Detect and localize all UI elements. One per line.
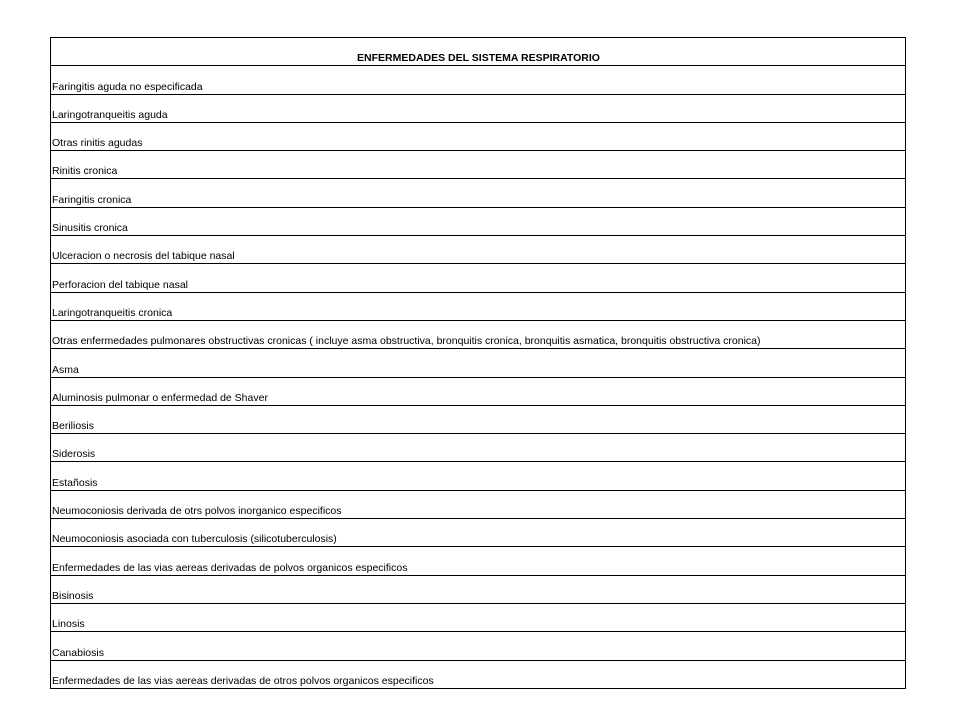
table-cell[interactable]: Laringotranqueitis aguda [51, 94, 906, 122]
table-row [51, 603, 906, 631]
table-row [51, 349, 906, 377]
table-row [51, 236, 906, 264]
table-cell[interactable]: Aluminosis pulmonar o enfermedad de Shaver [51, 377, 906, 405]
table-cell[interactable]: Linosis [51, 603, 906, 631]
table-cell[interactable]: Enfermedades de las vias aereas derivadas de otros polvos organicos especificos [51, 660, 906, 688]
table-row [51, 490, 906, 518]
header-row [51, 38, 906, 66]
table-row [51, 575, 906, 603]
table-cell[interactable]: Neumoconiosis derivada de otrs polvos inorganico especificos [51, 490, 906, 518]
table-row [51, 660, 906, 688]
table-cell[interactable]: Perforacion del tabique nasal [51, 264, 906, 292]
table-cell[interactable]: Ulceracion o necrosis del tabique nasal [51, 236, 906, 264]
table-row [51, 179, 906, 207]
table-cell[interactable]: Otras rinitis agudas [51, 122, 906, 150]
table-row [51, 94, 906, 122]
table-cell[interactable]: Neumoconiosis asociada con tuberculosis (silicotuberculosis) [51, 519, 906, 547]
table-row [51, 462, 906, 490]
table-cell[interactable]: Bisinosis [51, 575, 906, 603]
table-cell[interactable]: Estañosis [51, 462, 906, 490]
table-header-cell[interactable]: ENFERMEDADES DEL SISTEMA RESPIRATORIO [51, 38, 906, 66]
table-row [51, 547, 906, 575]
table-cell[interactable]: Faringitis aguda no especificada [51, 66, 906, 94]
table-cell[interactable]: Otras enfermedades pulmonares obstructivas cronicas ( incluye asma obstructiva, bronquitis cronica, bronquitis asmatica, bronquitis obstructiva cronica) [51, 320, 906, 348]
table-row [51, 292, 906, 320]
table-row [51, 434, 906, 462]
table-cell[interactable]: Rinitis cronica [51, 151, 906, 179]
table-row [51, 320, 906, 348]
table-cell[interactable]: Enfermedades de las vias aereas derivadas de polvos organicos especificos [51, 547, 906, 575]
table-cell[interactable]: Beriliosis [51, 405, 906, 433]
table-row [51, 207, 906, 235]
table-row [51, 66, 906, 94]
table-row [51, 122, 906, 150]
table-cell[interactable]: Laringotranqueitis cronica [51, 292, 906, 320]
table-cell[interactable]: Canabiosis [51, 632, 906, 660]
diseases-table-body [51, 38, 906, 689]
table-cell[interactable]: Asma [51, 349, 906, 377]
table-row [51, 377, 906, 405]
diseases-table [50, 37, 906, 689]
table-row [51, 151, 906, 179]
table-cell[interactable]: Sinusitis cronica [51, 207, 906, 235]
table-cell[interactable]: Faringitis cronica [51, 179, 906, 207]
table-row [51, 632, 906, 660]
table-row [51, 405, 906, 433]
table-cell[interactable]: Siderosis [51, 434, 906, 462]
table-row [51, 519, 906, 547]
table-row [51, 264, 906, 292]
